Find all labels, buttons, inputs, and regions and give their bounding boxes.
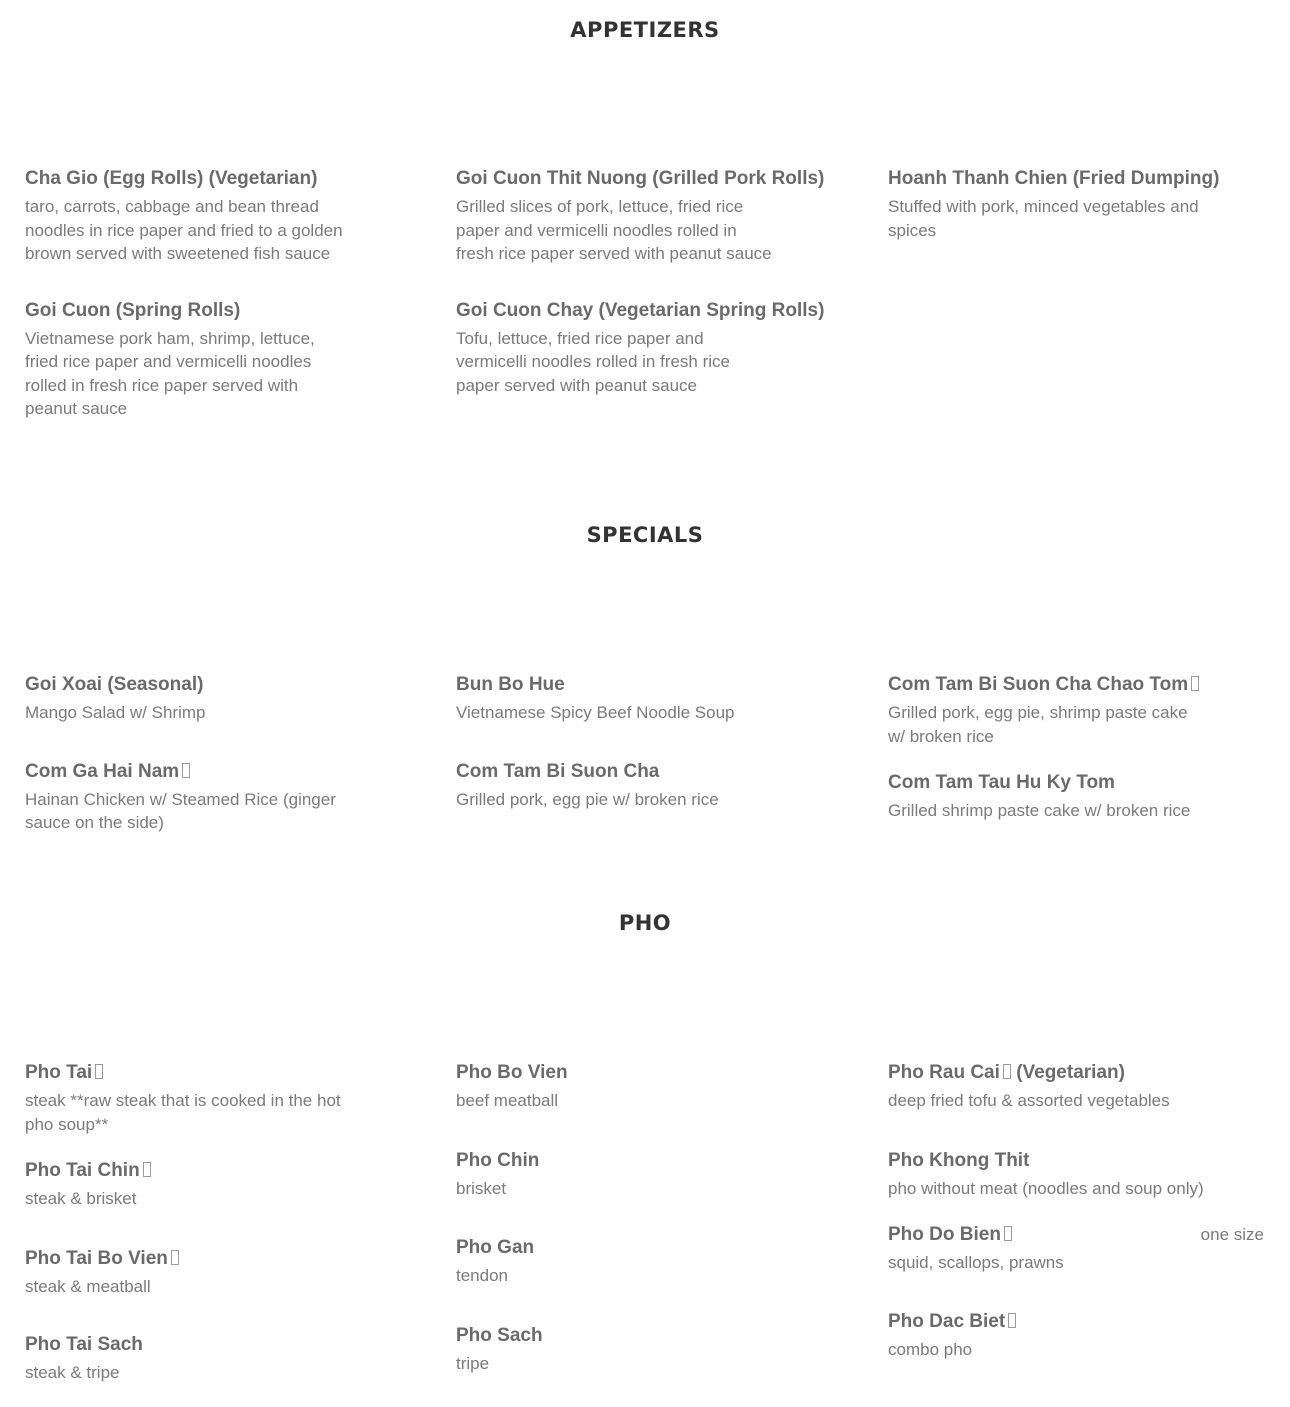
menu-item [888, 1309, 1268, 1362]
menu-item [25, 1332, 405, 1385]
menu-item [456, 1323, 836, 1376]
spicy-icon [1003, 1064, 1011, 1079]
spicy-icon [171, 1250, 179, 1265]
spicy-icon [182, 763, 190, 778]
appetizers-column-2 [456, 166, 836, 419]
menu-item-name: Cha Gio (Egg Rolls) (Vegetarian) [25, 168, 318, 189]
appetizers-column-1 [25, 166, 405, 443]
menu-item [25, 298, 405, 421]
menu-item-name: Goi Xoai (Seasonal) [25, 674, 204, 695]
menu-item [456, 759, 836, 812]
menu-item-description: steak **raw steak that is cooked in the hot pho soup** [25, 1091, 341, 1134]
spicy-icon [1191, 676, 1199, 691]
menu-item-name: Goi Cuon Thit Nuong (Grilled Pork Rolls) [456, 168, 825, 189]
menu-item-name: Bun Bo Hue [456, 674, 565, 695]
specials-column-3 [888, 672, 1268, 845]
menu-item-description: Hainan Chicken w/ Steamed Rice (ginger sauce on the side) [25, 789, 336, 832]
menu-item-name: Com Tam Bi Suon Cha Chao Tom [888, 672, 1268, 698]
menu-item [25, 672, 405, 725]
menu-item-description: Grilled pork, egg pie, shrimp paste cake w/ broken rice [888, 703, 1188, 746]
menu-item [888, 1060, 1268, 1113]
menu-item-description: squid, scallops, prawns [888, 1253, 1064, 1272]
menu-item-description: combo pho [888, 1339, 973, 1359]
spicy-icon [1004, 1226, 1012, 1241]
menu-item [25, 1246, 405, 1299]
menu-item [25, 1158, 405, 1211]
menu-item [456, 298, 836, 398]
spicy-icon [1008, 1313, 1016, 1328]
menu-item-name: Pho Tai [25, 1060, 405, 1086]
specials-heading: SPECIALS [586, 523, 704, 547]
menu-item-description: Stuffed with pork, minced vegetables and spices [888, 197, 1199, 240]
menu-item-name: Goi Cuon Chay (Vegetarian Spring Rolls) [456, 299, 825, 321]
menu-item-name: Com Tam Tau Hu Ky Tom [888, 772, 1115, 793]
menu-item-description: pho without meat (noodles and soup only) [888, 1178, 1204, 1198]
menu-item [888, 672, 1268, 748]
menu-item-description: Vietnamese pork ham, shrimp, lettuce, fried rice paper and vermicelli noodles rolled in fresh rice paper served with peanut sauce [25, 328, 315, 418]
menu-item-description: beef meatball [456, 1091, 559, 1110]
menu-item-name: Pho Khong Thit [888, 1149, 1030, 1171]
menu-item-description: Grilled pork, egg pie w/ broken rice [456, 789, 719, 809]
menu-item-description: brisket [456, 1178, 507, 1198]
menu-item-name: Pho Tai Sach [25, 1334, 143, 1355]
menu-item-description: Tofu, lettuce, fried rice paper and vermicelli noodles rolled in fresh rice paper served with peanut sauce [456, 328, 731, 395]
size-label: one size [1200, 1225, 1264, 1244]
menu-item [888, 770, 1268, 823]
menu-item-description: steak & brisket [25, 1189, 137, 1208]
menu-item-name: Pho Gan [456, 1237, 535, 1258]
pho-column-3 [888, 1060, 1268, 1383]
spicy-icon [95, 1064, 103, 1079]
specials-column-1 [25, 672, 405, 857]
menu-item-name: Com Ga Hai Nam [25, 759, 405, 785]
menu-item-name: Pho Rau Cai (Vegetarian) [888, 1062, 1125, 1083]
menu-item [25, 759, 405, 835]
spicy-icon [143, 1162, 151, 1177]
menu-item [888, 166, 1268, 242]
menu-item-name: Pho Sach [456, 1324, 543, 1346]
menu-item [25, 166, 405, 266]
menu-item [456, 1235, 836, 1288]
menu-item-description: Vietnamese Spicy Beef Noodle Soup [456, 703, 735, 722]
menu-item-description: taro, carrots, cabbage and bean thread noodles in rice paper and fried to a golden brown served with sweetened fish sauce [25, 197, 343, 263]
menu-item-name: Pho Tai Chin [25, 1158, 405, 1184]
menu-item-name: Goi Cuon (Spring Rolls) [25, 299, 241, 321]
pho-column-1 [25, 1060, 405, 1407]
menu-item-name: Pho Do Bien [888, 1222, 1268, 1248]
menu-item-name: Com Tam Bi Suon Cha [456, 760, 660, 782]
menu-item [888, 1222, 1268, 1275]
menu-item [456, 672, 836, 725]
specials-column-2 [456, 672, 836, 833]
menu-item-name: Pho Chin [456, 1149, 540, 1171]
menu-item [456, 166, 836, 266]
menu-item [456, 1060, 836, 1113]
menu-item [25, 1060, 405, 1136]
pho-heading: PHO [618, 911, 672, 935]
menu-item-name: Hoanh Thanh Chien (Fried Dumping) [888, 168, 1220, 189]
menu-item-description: Mango Salad w/ Shrimp [25, 703, 206, 722]
menu-item-name: Pho Tai Bo Vien [25, 1246, 405, 1272]
menu-item [456, 1148, 836, 1201]
menu-item-description: steak & meatball [25, 1276, 151, 1296]
menu-item-description: Grilled slices of pork, lettuce, fried rice paper and vermicelli noodles rolled in fresh rice paper served with peanut sauce [456, 197, 772, 263]
menu-item-description: deep fried tofu & assorted vegetables [888, 1091, 1170, 1110]
menu-item-description: tendon [456, 1266, 508, 1285]
menu-item-name: Pho Bo Vien [456, 1062, 568, 1083]
menu-item-name: Pho Dac Biet [888, 1309, 1268, 1335]
menu-item-description: tripe [456, 1353, 490, 1373]
pho-column-2 [456, 1060, 836, 1397]
menu-item-description: Grilled shrimp paste cake w/ broken rice [888, 801, 1191, 820]
appetizers-column-3 [888, 166, 1268, 264]
menu-item [888, 1148, 1268, 1201]
menu-item-description: steak & tripe [25, 1363, 120, 1382]
appetizers-heading: APPETIZERS [570, 18, 720, 42]
